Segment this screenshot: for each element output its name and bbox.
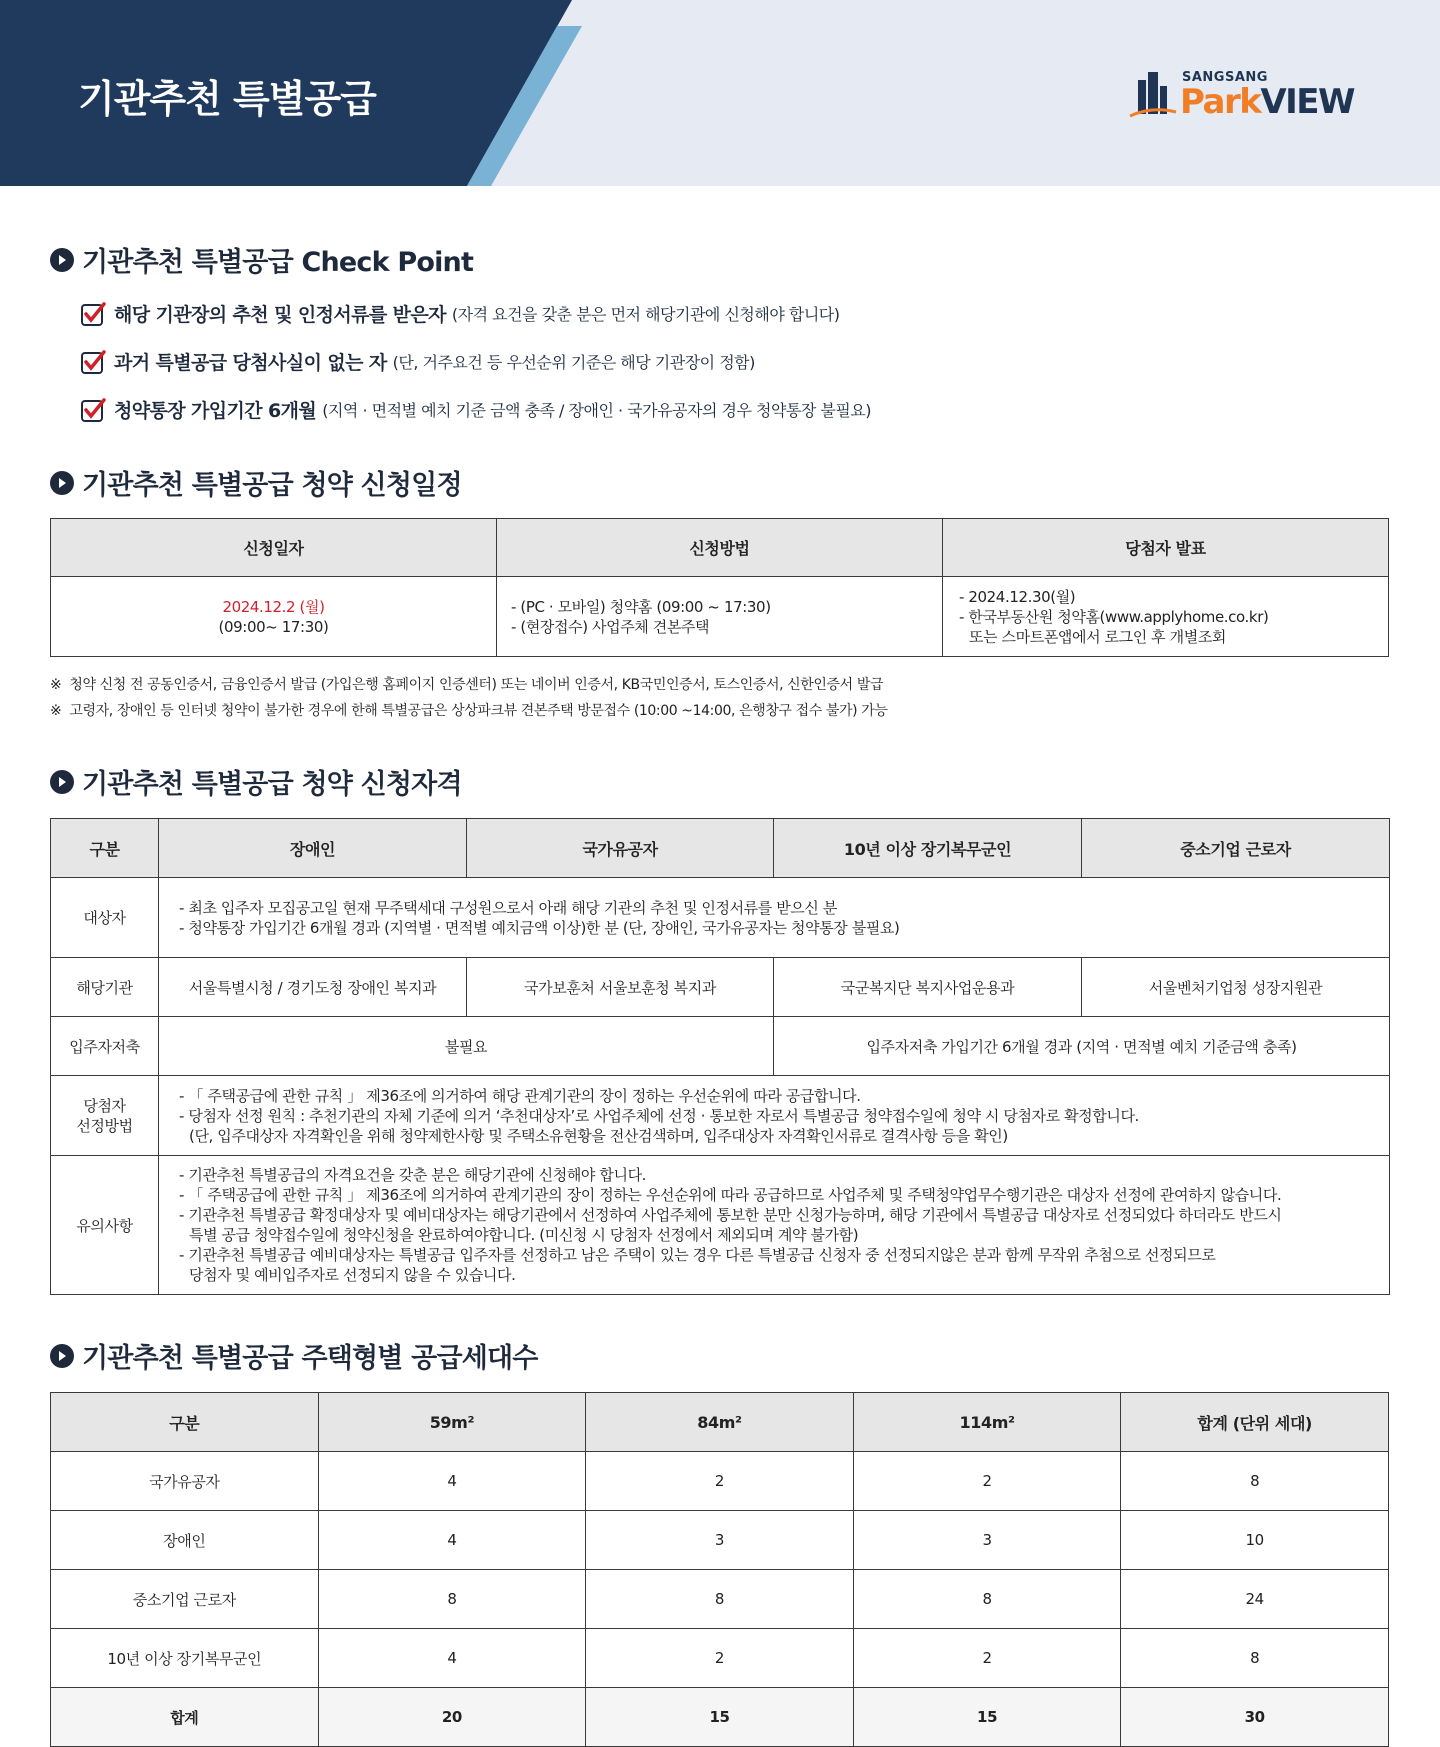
schedule-note-text: 청약 신청 전 공동인증서, 금융인증서 발급 (가입은행 홈페이지 인증센터) 또는 네이버 인증서, KB국민인증서, 토스인증서, 신한인증서 발급 <box>69 677 884 693</box>
schedule-note-text: 고령자, 장애인 등 인터넷 청약이 불가한 경우에 한해 특별공급은 상상파크뷰 견본주택 방문접수 (10:00 ~14:00, 은행창구 접수 불가) 가능 <box>69 703 888 719</box>
caution-line: 당첨자 및 예비입주자로 선정되지 않을 수 있습니다. <box>189 1266 516 1284</box>
target-line: - 최초 입주자 모집공고일 현재 무주택세대 구성원으로서 아래 해당 기관의 추천 및 인정서류를 받으신 분 <box>179 898 837 917</box>
table-header-cell: 84m² <box>586 1393 854 1452</box>
supply-total-count: 15 <box>853 1688 1121 1747</box>
supply-category: 장애인 <box>51 1511 319 1570</box>
section-bullet-icon <box>50 1344 74 1368</box>
schedule-note <box>50 672 888 698</box>
savings-cell: 불필요 <box>159 1017 774 1076</box>
logo-wordmark <box>1180 82 1354 122</box>
section-bullet-icon <box>50 248 74 272</box>
schedule-title-text: 기관추천 특별공급 청약 신청일정 <box>82 470 462 501</box>
building-logo-icon <box>1128 70 1178 120</box>
table-header-cell: 장애인 <box>159 819 467 878</box>
table-row <box>51 1570 1389 1629</box>
checkpoint-item <box>80 348 755 375</box>
schedule-announce-line: 또는 스마트폰앱에서 로그인 후 개별조회 <box>969 627 1227 646</box>
eligibility-section-title <box>50 762 462 801</box>
supply-category: 10년 이상 장기복무군인 <box>51 1629 319 1688</box>
supply-count: 4 <box>318 1629 586 1688</box>
schedule-announce-line: - 한국부동산원 청약홈(www.applyhome.co.kr) <box>959 607 1269 626</box>
eligibility-table <box>50 818 1390 1295</box>
savings-cell: 입주자저축 가입기간 6개월 경과 (지역 · 면적별 예치 기준금액 충족) <box>774 1017 1390 1076</box>
schedule-method-line: - (PC · 모바일) 청약홈 (09:00 ~ 17:30) <box>511 597 771 616</box>
table-header-cell: 국가유공자 <box>467 819 774 878</box>
schedule-section-title <box>50 463 462 502</box>
table-header-cell: 구분 <box>51 819 159 878</box>
supply-section-title <box>50 1336 538 1375</box>
method-line: (단, 입주대상자 자격확인을 위해 청약제한사항 및 주택소유현황을 전산검색하며, 입주대상자 자격확인서류로 결격사항 등을 확인) <box>189 1126 1008 1145</box>
supply-count: 8 <box>318 1570 586 1629</box>
row-label: 해당기관 <box>51 958 159 1017</box>
supply-count: 3 <box>853 1511 1121 1570</box>
table-row <box>51 1452 1389 1511</box>
method-line: - 「 주택공급에 관한 규칙 」 제36조에 의거하여 해당 관계기관의 장이 정하는 우선순위에 따라 공급합니다. <box>179 1086 861 1105</box>
method-line: - 당첨자 선정 원칙 : 추천기관의 자체 기준에 의거 ‘추천대상자’로 사업주체에 선정 · 통보한 자로서 특별공급 청약접수일에 청약 시 당첨자로 확정합니다. <box>179 1106 1139 1125</box>
supply-count: 4 <box>318 1452 586 1511</box>
checkpoint-item-main: 해당 기관장의 추천 및 인정서류를 받은자 <box>114 304 446 326</box>
logo-subtext: SANGSANG <box>1182 70 1268 85</box>
checkpoint-section-title <box>50 240 473 279</box>
agency-cell: 서울벤처기업청 성장지원관 <box>1082 958 1390 1017</box>
schedule-announce-cell <box>943 577 1389 657</box>
caution-line: 특별 공급 청약접수일에 청약신청을 완료하여야합니다. (미신청 시 당첨자 선정에서 제외되며 계약 불가함) <box>189 1226 859 1244</box>
checkpoint-item <box>80 396 871 423</box>
page-header <box>0 0 1440 186</box>
caution-line: - 기관추천 특별공급 확정대상자 및 예비대상자는 해당기관에서 선정하여 사업주체에 통보한 분만 신청가능하며, 해당 기관에서 특별공급 대상자로 선정되었다 하더라도 반드시 <box>179 1206 1282 1224</box>
supply-title-text: 기관추천 특별공급 주택형별 공급세대수 <box>82 1343 538 1374</box>
checkbox-checked-icon <box>80 397 106 423</box>
table-header-cell: 114m² <box>853 1393 1121 1452</box>
schedule-date-cell <box>51 577 497 657</box>
supply-count: 2 <box>853 1629 1121 1688</box>
note-mark: ※ <box>50 677 62 693</box>
supply-total-count: 15 <box>586 1688 854 1747</box>
table-header-cell: 중소기업 근로자 <box>1082 819 1390 878</box>
supply-category: 국가유공자 <box>51 1452 319 1511</box>
supply-count: 8 <box>1121 1629 1389 1688</box>
table-header-cell: 59m² <box>318 1393 586 1452</box>
supply-total-count: 20 <box>318 1688 586 1747</box>
caution-line: - 기관추천 특별공급 예비대상자는 특별공급 입주자를 선정하고 남은 주택이 있는 경우 다른 특별공급 신청자 중 선정되지않은 분과 함께 무작위 추첨으로 선정되므로 <box>179 1246 1216 1264</box>
table-header-row <box>51 519 1389 577</box>
supply-count: 8 <box>853 1570 1121 1629</box>
supply-count: 8 <box>1121 1452 1389 1511</box>
table-row <box>51 1076 1390 1156</box>
checkpoint-item-note: (지역 · 면적별 예치 기준 금액 충족 / 장애인 · 국가유공자의 경우 청약통장 불필요) <box>322 401 872 420</box>
schedule-method-line: - (현장접수) 사업주체 견본주택 <box>511 617 710 636</box>
table-row <box>51 1017 1390 1076</box>
table-header-cell: 합계 (단위 세대) <box>1121 1393 1389 1452</box>
row-label <box>51 1076 159 1156</box>
table-row <box>51 878 1390 958</box>
logo-view-text: VIEW <box>1260 82 1355 122</box>
schedule-time: (09:00~ 17:30) <box>218 617 329 636</box>
page-title: 기관추천 특별공급 <box>78 77 376 121</box>
checkbox-checked-icon <box>80 349 106 375</box>
supply-count: 3 <box>586 1511 854 1570</box>
table-header-cell: 구분 <box>51 1393 319 1452</box>
schedule-notes <box>50 672 888 724</box>
checkpoint-title-text: 기관추천 특별공급 Check Point <box>82 247 474 278</box>
caution-cell <box>159 1156 1390 1295</box>
method-cell <box>159 1076 1390 1156</box>
supply-count: 4 <box>318 1511 586 1570</box>
schedule-date: 2024.12.2 (월) <box>222 597 325 616</box>
supply-table <box>50 1392 1389 1747</box>
section-bullet-icon <box>50 471 74 495</box>
note-mark: ※ <box>50 703 62 719</box>
supply-count: 8 <box>586 1570 854 1629</box>
row-label-line: 당첨자 <box>83 1096 126 1115</box>
checkpoint-item-main: 과거 특별공급 당첨사실이 없는 자 <box>114 352 387 374</box>
supply-count: 24 <box>1121 1570 1389 1629</box>
schedule-table <box>50 518 1389 657</box>
table-header-row <box>51 819 1390 878</box>
schedule-announce-line: - 2024.12.30(월) <box>959 587 1076 606</box>
supply-count: 2 <box>586 1629 854 1688</box>
schedule-note <box>50 698 888 724</box>
caution-line: - 「 주택공급에 관한 규칙 」 제36조에 의거하여 관계기관의 장이 정하는 우선순위에 따라 공급하므로 사업주체 및 주택청약업무수행기관은 대상자 선정에 관여하지 않습니다. <box>179 1186 1282 1204</box>
agency-cell: 서울특별시청 / 경기도청 장애인 복지과 <box>159 958 467 1017</box>
target-cell <box>159 878 1390 958</box>
brand-logo <box>1128 68 1358 120</box>
supply-count: 2 <box>853 1452 1121 1511</box>
table-header-cell: 신청일자 <box>51 519 497 577</box>
checkpoint-item-note: (단, 거주요건 등 우선순위 기준은 해당 기관장이 정함) <box>392 353 755 372</box>
table-header-cell: 10년 이상 장기복무군인 <box>774 819 1082 878</box>
caution-line: - 기관추천 특별공급의 자격요건을 갖춘 분은 해당기관에 신청해야 합니다. <box>179 1166 647 1184</box>
checkpoint-item <box>80 300 839 327</box>
table-total-row <box>51 1688 1389 1747</box>
section-bullet-icon <box>50 770 74 794</box>
target-line: - 청약통장 가입기간 6개월 경과 (지역별 · 면적별 예치금액 이상)한 분 (단, 장애인, 국가유공자는 청약통장 불필요) <box>179 918 900 937</box>
row-label: 유의사항 <box>51 1156 159 1295</box>
supply-count: 2 <box>586 1452 854 1511</box>
table-row <box>51 577 1389 657</box>
schedule-method-cell <box>497 577 943 657</box>
table-header-cell: 당첨자 발표 <box>943 519 1389 577</box>
supply-total-count: 30 <box>1121 1688 1389 1747</box>
row-label-line: 선정방법 <box>76 1116 133 1135</box>
checkpoint-item-main: 청약통장 가입기간 6개월 <box>114 400 317 422</box>
supply-category: 중소기업 근로자 <box>51 1570 319 1629</box>
row-label: 대상자 <box>51 878 159 958</box>
supply-count: 10 <box>1121 1511 1389 1570</box>
table-row <box>51 1629 1389 1688</box>
supply-total-label: 합계 <box>51 1688 319 1747</box>
table-row <box>51 1511 1389 1570</box>
row-label: 입주자저축 <box>51 1017 159 1076</box>
table-header-row <box>51 1393 1389 1452</box>
table-header-cell: 신청방법 <box>497 519 943 577</box>
checkpoint-item-note: (자격 요건을 갖춘 분은 먼저 해당기관에 신청해야 합니다) <box>451 305 840 324</box>
checkbox-checked-icon <box>80 301 106 327</box>
eligibility-title-text: 기관추천 특별공급 청약 신청자격 <box>82 769 462 800</box>
table-row <box>51 958 1390 1017</box>
logo-park-text: Park <box>1180 82 1261 122</box>
table-row <box>51 1156 1390 1295</box>
agency-cell: 국가보훈처 서울보훈청 복지과 <box>467 958 774 1017</box>
agency-cell: 국군복지단 복지사업운용과 <box>774 958 1082 1017</box>
